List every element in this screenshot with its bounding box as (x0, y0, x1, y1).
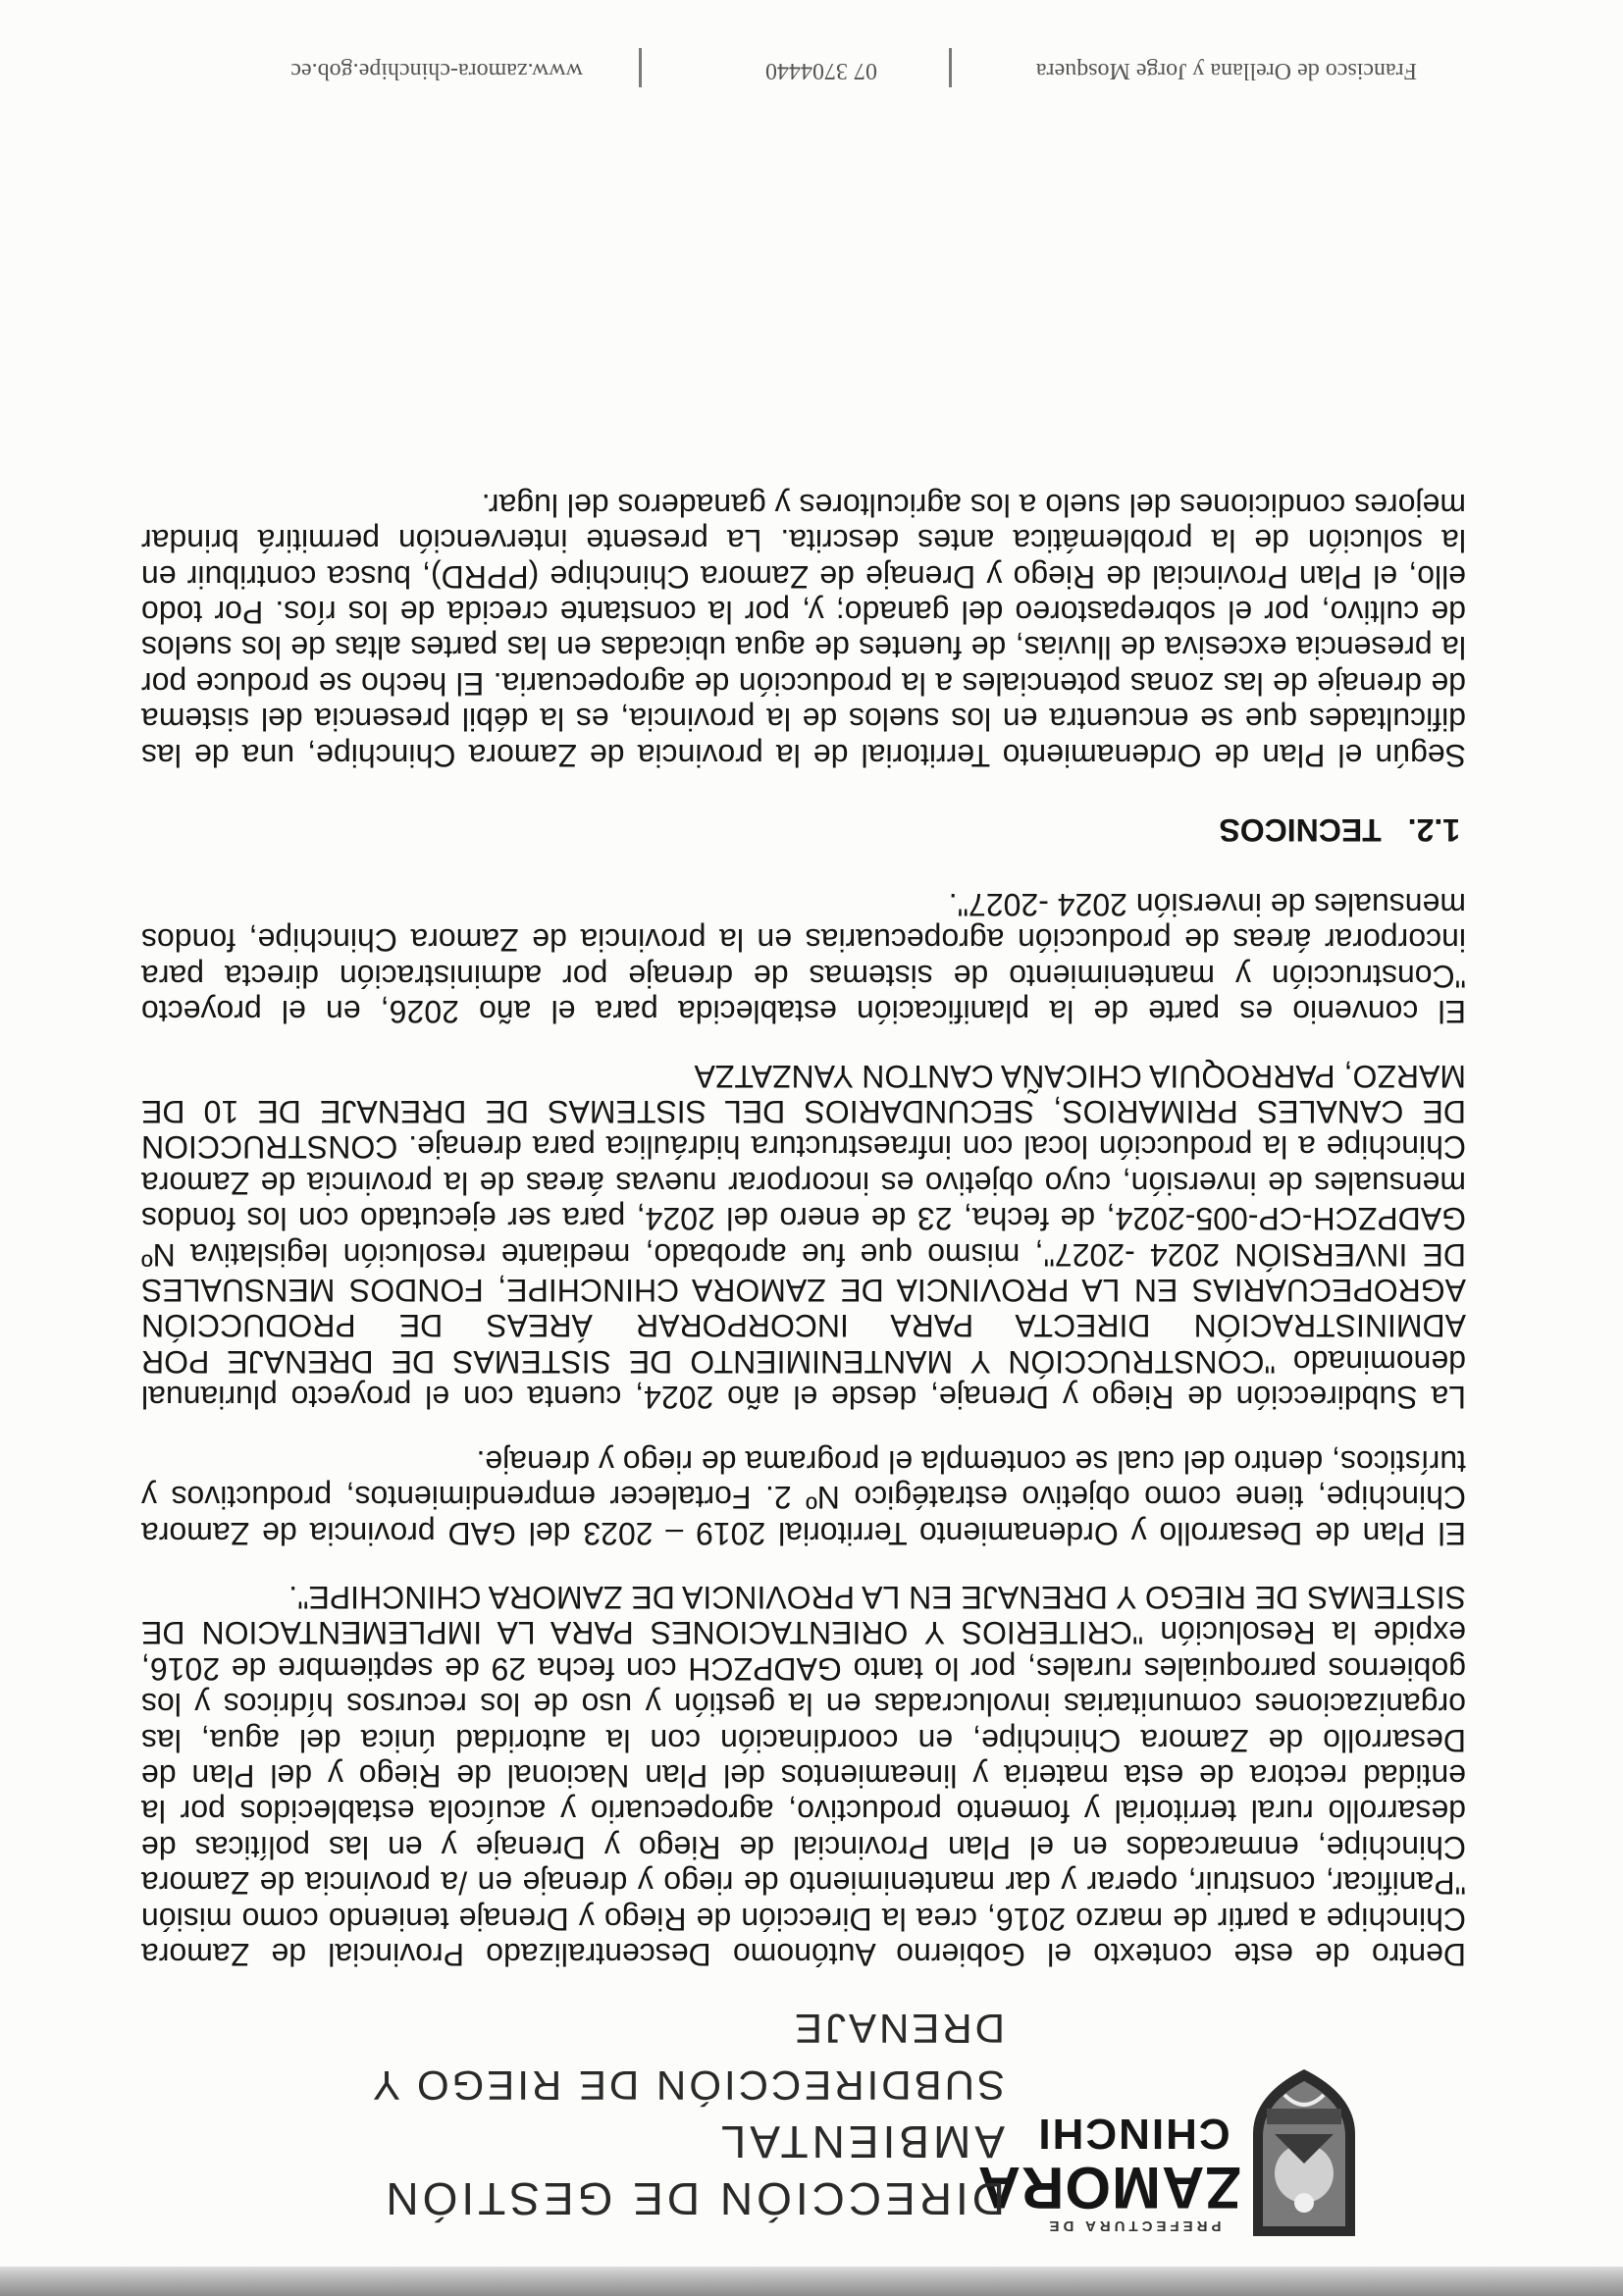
logo-name-zamora: ZAMORA (976, 2155, 1241, 2220)
scan-top-band (0, 2267, 1623, 2296)
paragraph-agreement: El convenio es parte de la planificación establecida para el año 2026, en el proyecto "Construcción y mantenimiento de sistemas de drenaje por administración directa para incorporar áreas de producción agropecuarias en la provincia de Zamora Chinchipe, fondos mensuales de inversión 2024 -2027". (141, 887, 1466, 1030)
subdepartment-title: SUBDIRECCIÓN DE RIEGO Y DRENAJE (370, 2006, 1005, 2109)
footer-website: www.zamora-chinchipe.gob.ec (290, 58, 583, 83)
section-title: TECNICOS (1219, 811, 1382, 848)
logo-name-chinchi: CHINCHI (1036, 2110, 1230, 2158)
paragraph-technical: Según el Plan de Ordenamiento Territorial de la provincia de Zamora Chinchipe, una de las dificultades que se encuentra en los suelos de la provincia, es la débil presencia del sistema de drenaje de las zonas potenciales a la producción de agropecuaria. El hecho se produce por la presencia excesiva de lluvias, de fuentes de agua ubicadas en las partes altas de los suelos de cultivo, por el sobrepastoreo del ganado; y, por la constante crecida de los ríos. Por todo ello, el Plan Provincial de Riego y Drenaje de Zamora Chinchipe (PPRD), busca contribuir en la solución de la problemática antes descrita. La presente intervención permitirá brindar mejores condiciones del suelo a los agricultores y ganaderos del lugar. (141, 487, 1466, 773)
logo-prefix: PREFECTURA DE (1045, 2218, 1222, 2234)
coat-of-arms-icon (1245, 2065, 1363, 2242)
section-number: 1.2. (1407, 811, 1460, 848)
document-body (141, 458, 1466, 1972)
footer-divider (639, 48, 642, 87)
paragraph-subdirection-project: La Subdirección de Riego y Drenaje, desde el año 2024, cuenta con el proyecto plurianual denominado "CONSTRUCCIÓN Y MANTENIMIENTO DE SISTEMAS DE DRENAJE POR ADMINISTRACIÓN DIRECTA PARA INCORPORAR ÁREAS DE PRODUCCIÓN AGROPECUARIAS EN LA PROVINCIA DE ZAMORA CHINCHIPE, FONDOS MENSUALES DE INVERSIÓN 2024 -2027", mismo que fue aprobado, mediante resolución legislativa Nº GADPZCH-CP-005-2024, de fecha, 23 de enero del 2024, para ser ejecutado con los fondos mensuales de inversión, cuyo objetivo es incorporar nuevas áreas de la provincia de Zamora Chinchipe a la producción local con infraestructura hidráulica para drenaje. CONSTRUCCION DE CANALES PRIMARIOS, SECUNDARIOS DEL SISTEMAS DE DRENAJE DE 10 DE MARZO, PARROQUIA CHICAÑA CANTON YANZATZA (141, 1058, 1466, 1416)
section-heading (141, 810, 1466, 850)
prefecture-logo (976, 2065, 1363, 2242)
footer-divider (949, 48, 952, 87)
footer-phone: 07 3704440 (765, 58, 877, 83)
department-heading (239, 2000, 1005, 2227)
paragraph-context: Dentro de este contexto el Gobierno Autónomo Descentralizado Provincial de Zamora Chinchipe a partir de marzo 2016, crea la Dirección de Riego y Drenaje teniendo como misión "Panificar, construir, operar y dar mantenimiento de riego y drenaje en /a provincia de Zamora Chinchipe, enmarcados en el Plan Provincial de Riego y Drenaje y en las políticas de desarrollo rural territorial y fomento productivo, agropecuario y acuícola establecidos por la entidad rectora de esta materia y lineamientos del Plan Nacional de Riego y del Plan de Desarrollo de Zamora Chinchipe, en coordinación con la autoridad única del agua, las organizaciones comunitarias involucradas en la gestión y uso de los recursos hídricos y los gobiernos parroquiales rurales, por lo tanto GADPZCH con fecha 29 de septiembre de 2016, expide la Resolución "CRITERIOS Y ORIENTACIONES PARA LA IMPLEMENTACION DE SISTEMAS DE RIEGO Y DRENAJE EN LA PROVINCIA DE ZAMORA CHINCHIPE". (141, 1579, 1466, 1972)
page-footer (0, 44, 1623, 83)
logo-wordmark (976, 2110, 1241, 2234)
paragraph-development-plan: El Plan de Desarrollo y Ordenamiento Territorial 2019 – 2023 del GAD provincia de Zamora Chinchipe, tiene como objetivo estratégico Nº 2. Fortalecer emprendimientos, productivos y turísticos, dentro del cual se contempla el programa de riego y drenaje. (141, 1443, 1466, 1551)
department-title: DIRECCIÓN DE GESTIÓN AMBIENTAL (382, 2116, 1005, 2224)
footer-address: Francisco de Orellana y Jorge Mosquera (1035, 58, 1417, 83)
